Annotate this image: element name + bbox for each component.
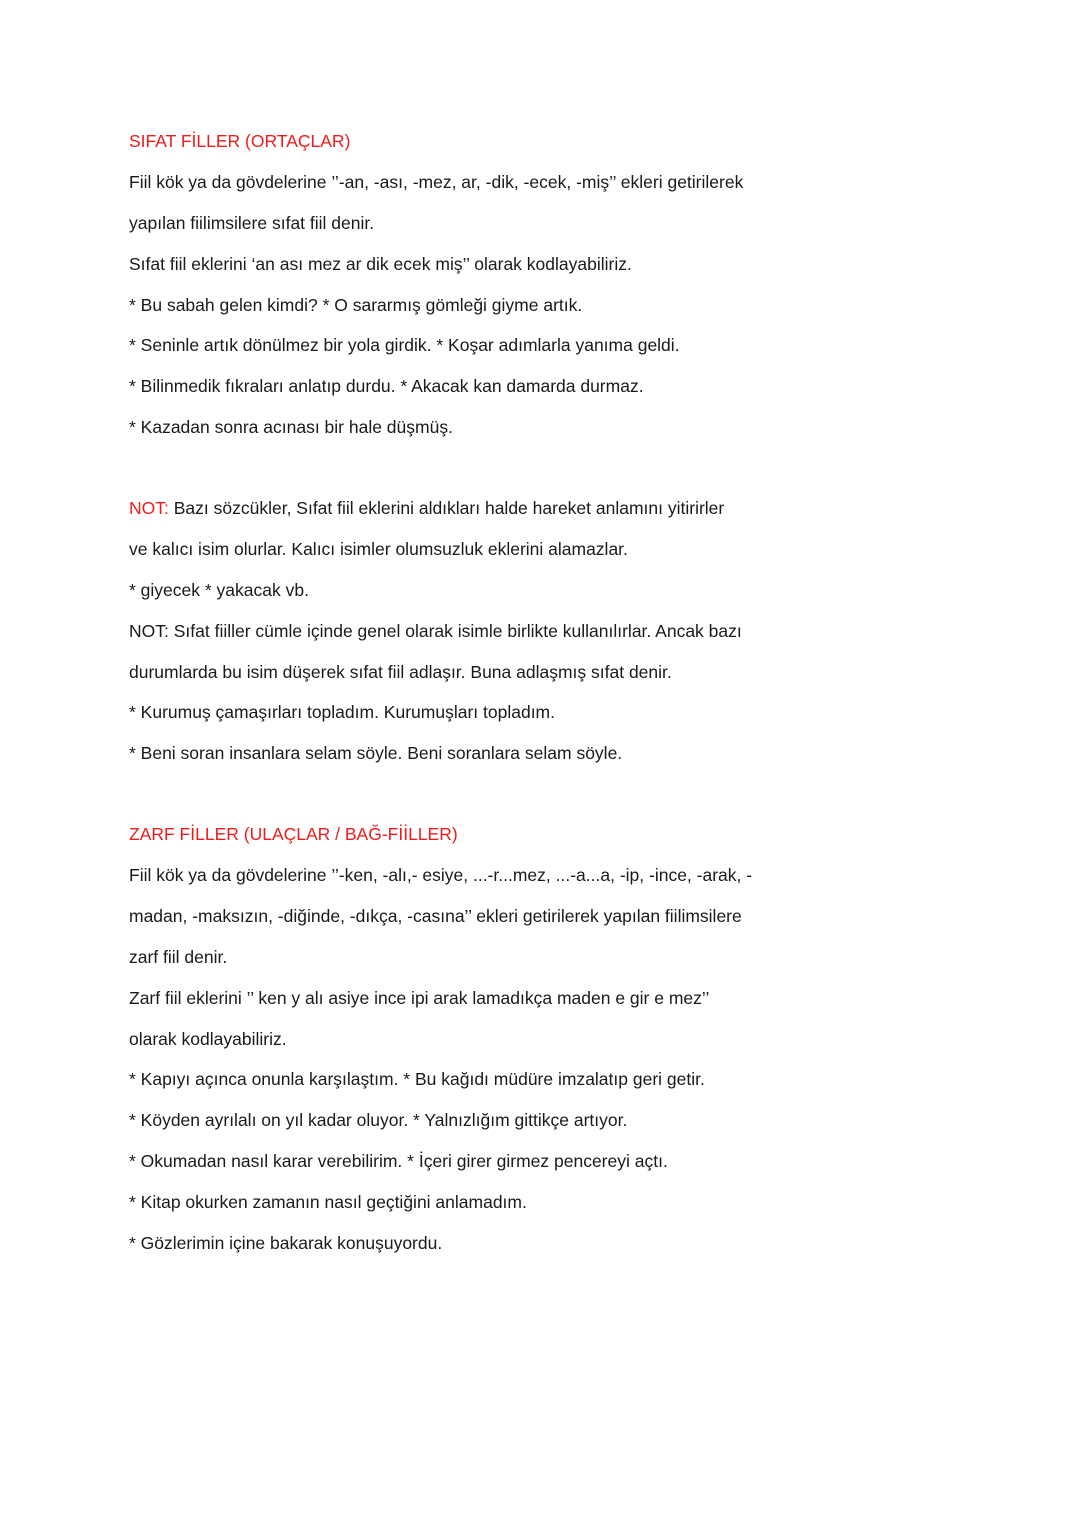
example-line: * Beni soran insanlara selam söyle. Beni soranlara selam söyle. <box>129 743 623 763</box>
example-line: * Kitap okurken zamanın nasıl geçtiğini anlamadım. <box>129 1192 527 1212</box>
example-line: * Bu sabah gelen kimdi? * O sararmış gömleği giyme artık. <box>129 295 583 315</box>
section-heading-sifat-fiiller: SIFAT FİLLER (ORTAÇLAR) <box>129 131 351 151</box>
example-line: * Seninle artık dönülmez bir yola girdik. * Koşar adımlarla yanıma geldi. <box>129 335 680 355</box>
paragraph-line: Fiil kök ya da gövdelerine ’’-an, -ası, -mez, ar, -dik, -ecek, -miş’’ ekleri getirilerek <box>129 172 744 192</box>
paragraph-line: Fiil kök ya da gövdelerine ’’-ken, -alı,- esiye, ...-r...mez, ...-a...a, -ip, -ince, -arak, - <box>129 865 753 885</box>
paragraph-line: durumlarda bu isim düşerek sıfat fiil adlaşır. Buna adlaşmış sıfat denir. <box>129 662 672 682</box>
paragraph-line: yapılan fiilimsilere sıfat fiil denir. <box>129 213 375 233</box>
example-line: * Kurumuş çamaşırları topladım. Kurumuşları topladım. <box>129 702 555 722</box>
paragraph-line: olarak kodlayabiliriz. <box>129 1029 287 1049</box>
example-line: * giyecek * yakacak vb. <box>129 580 309 600</box>
example-line: * Kapıyı açınca onunla karşılaştım. * Bu kağıdı müdüre imzalatıp geri getir. <box>129 1069 705 1089</box>
paragraph-line: Zarf fiil eklerini ’’ ken y alı asiye ince ipi arak lamadıkça maden e gir e mez’’ <box>129 988 710 1008</box>
note-label: NOT: <box>129 498 169 518</box>
paragraph-line: madan, -maksızın, -diğinde, -dıkça, -casına’’ ekleri getirilerek yapılan fiilimsilere <box>129 906 742 926</box>
paragraph-line: Sıfat fiil eklerini ‘an ası mez ar dik ecek miş’’ olarak kodlayabiliriz. <box>129 254 632 274</box>
example-line: * Gözlerimin içine bakarak konuşuyordu. <box>129 1233 443 1253</box>
example-line: * Kazadan sonra acınası bir hale düşmüş. <box>129 417 453 437</box>
note-text: Bazı sözcükler, Sıfat fiil eklerini aldıkları halde hareket anlamını yitirirler <box>168 498 725 518</box>
paragraph-line: ve kalıcı isim olurlar. Kalıcı isimler olumsuzluk eklerini alamazlar. <box>129 539 628 559</box>
note-line <box>129 497 724 519</box>
example-line: * Köyden ayrılalı on yıl kadar oluyor. * Yalnızlığım gittikçe artıyor. <box>129 1110 628 1130</box>
example-line: * Okumadan nasıl karar verebilirim. * İçeri girer girmez pencereyi açtı. <box>129 1151 668 1171</box>
paragraph-line: zarf fiil denir. <box>129 947 228 967</box>
example-line: * Bilinmedik fıkraları anlatıp durdu. * Akacak kan damarda durmaz. <box>129 376 644 396</box>
section-heading-zarf-fiiller: ZARF FİLLER (ULAÇLAR / BAĞ-FİİLLER) <box>129 824 458 844</box>
note-line: NOT: Sıfat fiiller cümle içinde genel olarak isimle birlikte kullanılırlar. Ancak bazı <box>129 621 742 641</box>
